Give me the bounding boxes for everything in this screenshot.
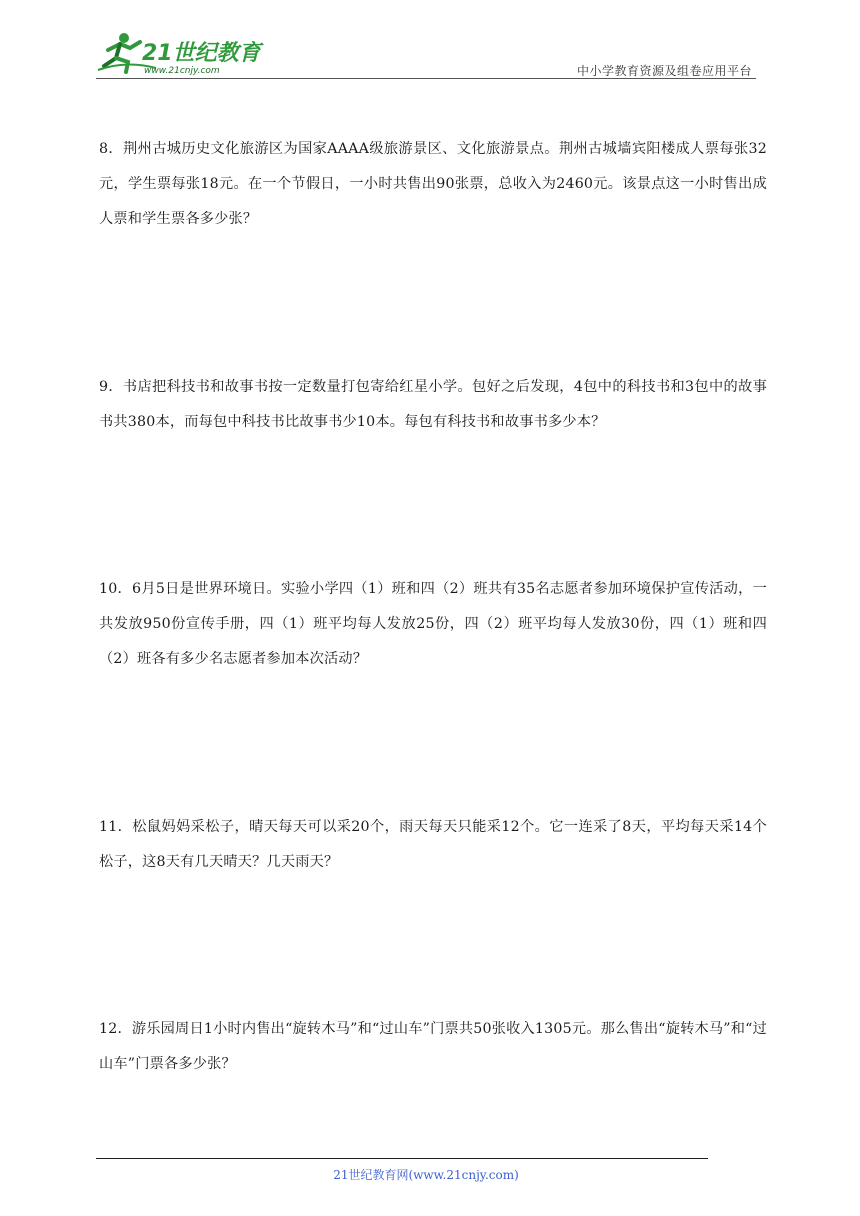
platform-label: 中小学教育资源及组卷应用平台 — [576, 64, 752, 78]
svg-text:21世纪教育: 21世纪教育 — [142, 41, 261, 66]
footer-divider — [96, 1158, 708, 1159]
question-11: 11．松鼠妈妈采松子，晴天每天可以采20个，雨天每天只能采12个。它一连采了8天，平均每天采14个松子，这8天有几天晴天？几天雨天？ — [99, 819, 767, 870]
question-12: 12．游乐园周日1小时内售出“旋转木马”和“过山车”门票共50张收入1305元。那么售出“旋转木马”和“过山车”门票各多少张？ — [99, 1021, 767, 1072]
question-9: 9．书店把科技书和故事书按一定数量打包寄给红星小学。包好之后发现，4包中的科技书和3包中的故事书共380本，而每包中科技书比故事书少10本。每包有科技书和故事书多少本？ — [99, 379, 767, 430]
question-10: 10．6月5日是世界环境日。实验小学四（1）班和四（2）班共有35名志愿者参加环境保护宣传活动，一共发放950份宣传手册，四（1）班平均每人发放25份，四（2）班平均每人发放30份，四（1）班和四（2）班各有多少名志愿者参加本次活动？ — [99, 581, 767, 667]
footer-link[interactable]: 21世纪教育网(www.21cnjy.com) — [333, 1168, 519, 1182]
page-header — [96, 30, 756, 78]
question-8: 8．荆州古城历史文化旅游区为国家AAAA级旅游景区、文化旅游景点。荆州古城墙宾阳楼成人票每张32元，学生票每张18元。在一个节假日，一小时共售出90张票，总收入为2460元。该景点这一小时售出成人票和学生票各多少张？ — [99, 141, 767, 227]
svg-text:www.21cnjy.com: www.21cnjy.com — [144, 66, 220, 76]
runner-logo-icon — [96, 30, 266, 76]
site-logo — [96, 30, 266, 76]
header-divider — [96, 78, 756, 79]
